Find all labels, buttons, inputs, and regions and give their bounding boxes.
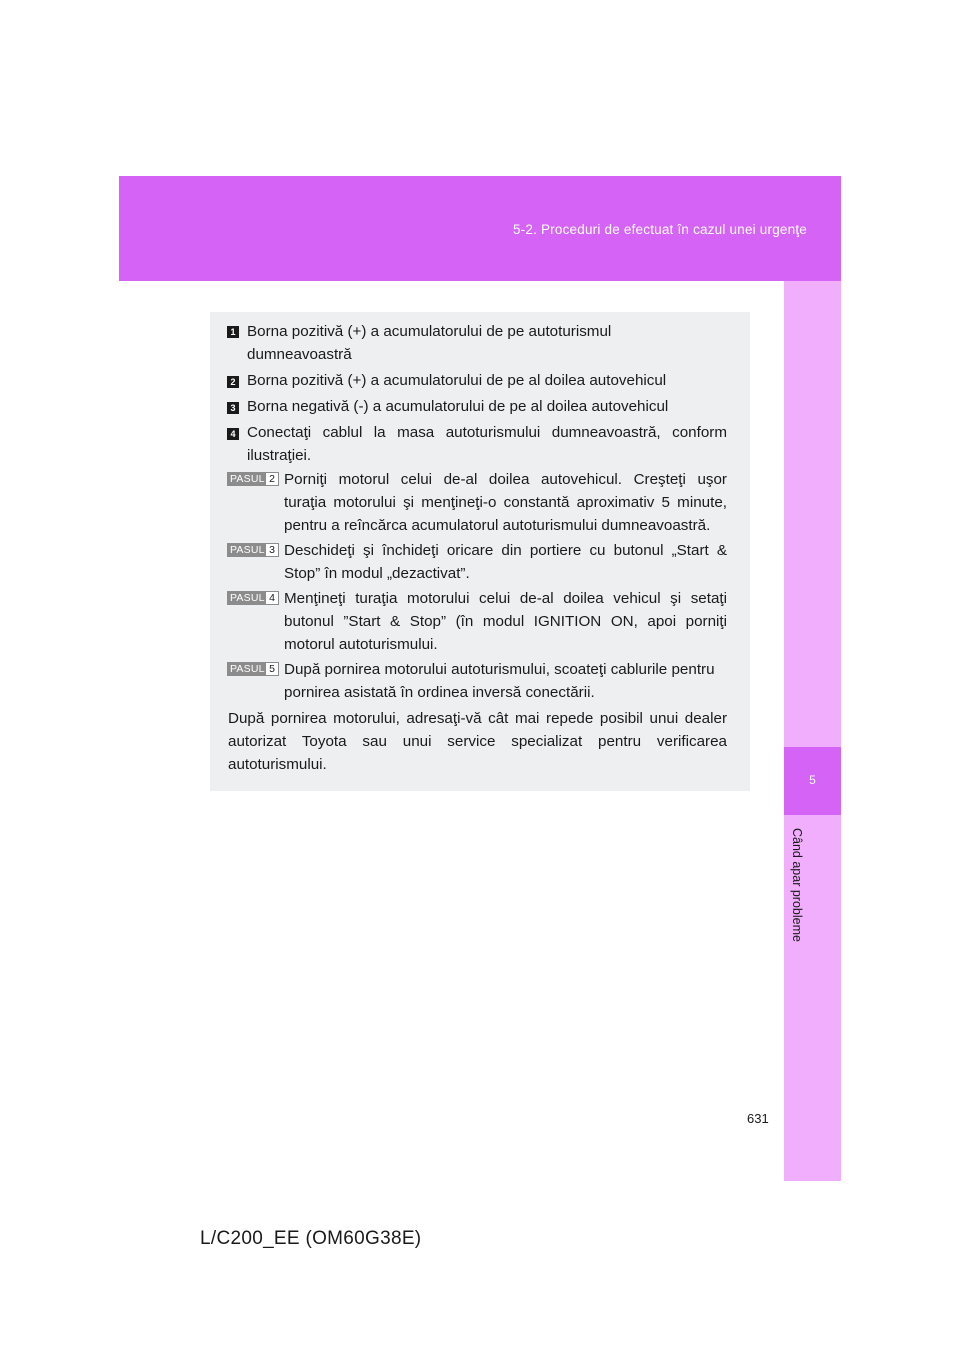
step-2-line-2: turaţia motorului şi menţineţi-o constantă aproximativ 5 minute, [284, 494, 727, 511]
legend-item-1-line-1: Borna pozitivă (+) a acumulatorului de pe autoturismul [247, 323, 612, 340]
legend-badge-1: 1 [227, 326, 239, 338]
legend-item-4-line-2: ilustraţiei. [247, 447, 312, 464]
step-4-line-2: butonul ”Start & Stop” (în modul IGNITION ON, apoi porniţi [284, 613, 727, 630]
chapter-tab[interactable] [784, 747, 841, 815]
legend-item-3-line-1: Borna negativă (-) a acumulatorului de pe al doilea autovehicul [247, 398, 669, 415]
step-2-line-1: Porniţi motorul celui de-al doilea autovehicul. Creşteţi uşor [284, 471, 727, 488]
step-label: PASUL [227, 472, 265, 486]
step-3-line-1: Deschideţi şi închideţi oricare din portiere cu butonul „Start & [284, 542, 727, 559]
step-4-line-3: motorul autoturismului. [284, 636, 438, 653]
section-title: 5-2. Proceduri de efectuat în cazul unei urgenţe [512, 222, 807, 237]
step-badge-5 [227, 662, 279, 676]
closing-note-line-3: autoturismului. [228, 756, 327, 773]
chapter-side-strip [784, 281, 841, 1181]
step-4-line-1: Menţineţi turaţia motorului celui de-al doilea vehicul şi setaţi [284, 590, 727, 607]
step-number: 2 [265, 472, 279, 486]
step-badge-3 [227, 543, 279, 557]
header-band [119, 176, 841, 281]
step-5-line-1: După pornirea motorului autoturismului, scoateţi cablurile pentru [284, 661, 715, 678]
legend-item-1-line-2: dumneavoastră [247, 346, 352, 363]
closing-note-line-1: După pornirea motorului, adresaţi-vă cât mai repede posibil unui dealer [228, 710, 727, 727]
document-code: L/C200_EE (OM60G38E) [200, 1228, 422, 1249]
legend-badge-4: 4 [227, 428, 239, 440]
step-2-line-3: pentru a reîncărca acumulatorul autoturismului dumneavoastră. [284, 517, 711, 534]
step-5-line-2: pornirea asistată în ordinea inversă conectării. [284, 684, 595, 701]
closing-note-line-2: autorizat Toyota sau unui service specializat pentru verificarea [228, 733, 727, 750]
step-number: 4 [265, 591, 279, 605]
step-3-line-2: Stop” în modul „dezactivat”. [284, 565, 470, 582]
step-label: PASUL [227, 543, 265, 557]
step-number: 3 [265, 543, 279, 557]
page-number: 631 [747, 1111, 769, 1126]
step-number: 5 [265, 662, 279, 676]
chapter-title: Când apar probleme [790, 828, 804, 942]
chapter-number: 5 [809, 773, 816, 787]
content-box [210, 312, 750, 791]
step-label: PASUL [227, 662, 265, 676]
legend-badge-2: 2 [227, 376, 239, 388]
step-badge-4 [227, 591, 279, 605]
step-label: PASUL [227, 591, 265, 605]
legend-item-4-line-1: Conectaţi cablul la masa autoturismului dumneavoastră, conform [247, 424, 727, 441]
step-badge-2 [227, 472, 279, 486]
legend-badge-3: 3 [227, 402, 239, 414]
legend-item-2-line-1: Borna pozitivă (+) a acumulatorului de pe al doilea autovehicul [247, 372, 667, 389]
